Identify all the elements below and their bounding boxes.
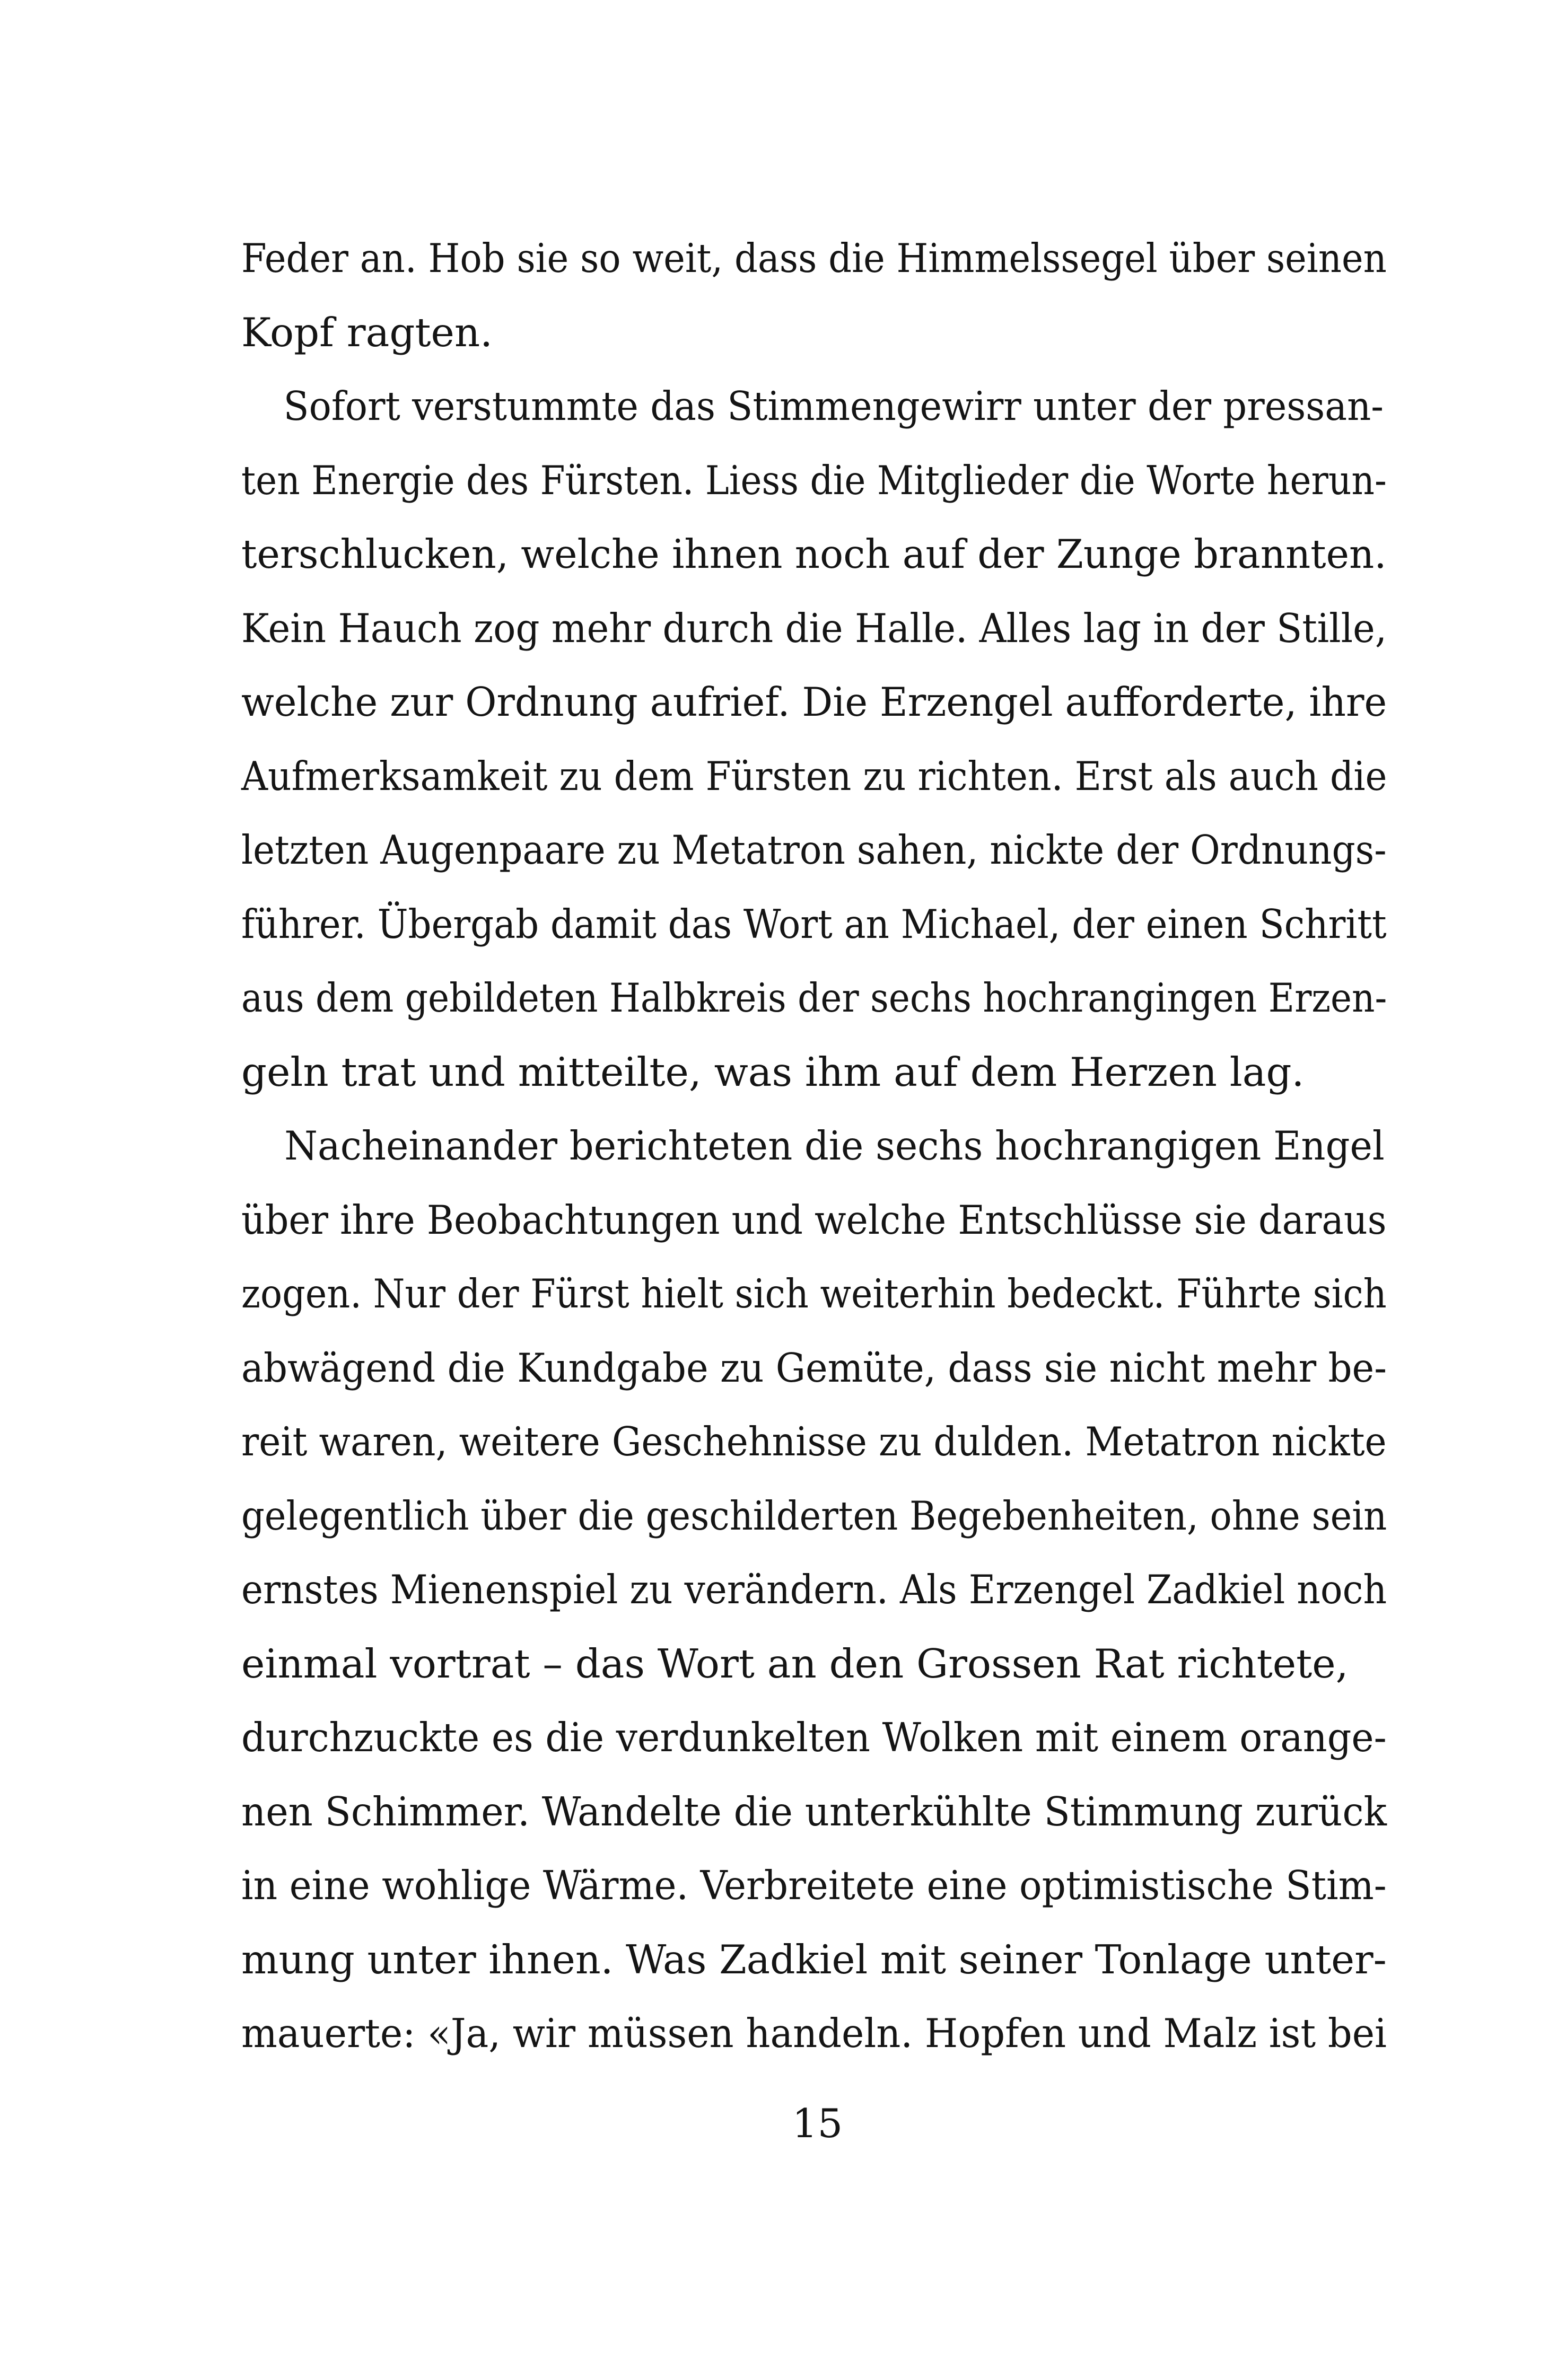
text-line: Feder an. Hob sie so weit, dass die Himmelssegel über seinen: [241, 235, 1387, 282]
text-line: ten Energie des Fürsten. Liess die Mitglieder die Worte herun-: [241, 456, 1387, 504]
text-line: gelegentlich über die geschilderten Begebenheiten, ohne sein: [241, 1492, 1387, 1539]
text-line: letzten Augenpaare zu Metatron sahen, nickte der Ordnungs-: [241, 827, 1387, 873]
text-line: abwägend die Kundgabe zu Gemüte, dass sie nicht mehr be-: [241, 1344, 1387, 1391]
paragraph-start-line: Nacheinander berichteten die sechs hochrangigen Engel: [284, 1122, 1385, 1169]
text-line: über ihre Beobachtungen und welche Entschlüsse sie daraus: [241, 1196, 1387, 1243]
text-line: mauerte: «Ja, wir müssen handeln. Hopfen und Malz ist bei: [241, 2010, 1387, 2057]
text-line: aus dem gebildeten Halbkreis der sechs hochrangingen Erzen-: [241, 974, 1387, 1021]
body-text: [241, 222, 1387, 2071]
text-line: mung unter ihnen. Was Zadkiel mit seiner Tonlage unter-: [241, 1936, 1387, 1983]
text-line: Aufmerksamkeit zu dem Fürsten zu richten. Erst als auch die: [241, 752, 1387, 800]
paragraph-start-line: Sofort verstummte das Stimmengewirr unter der pressan-: [283, 383, 1384, 429]
page-number: 15: [792, 2100, 843, 2147]
text-line: geln trat und mitteilte, was ihm auf dem Herzen lag.: [241, 1048, 1305, 1095]
text-line: durchzuckte es die verdunkelten Wolken mit einem orange-: [241, 1714, 1387, 1761]
text-line: reit waren, weitere Geschehnisse zu dulden. Metatron nickte: [241, 1418, 1387, 1465]
text-line: in eine wohlige Wärme. Verbreitete eine optimistische Stim-: [241, 1862, 1387, 1909]
text-line: nen Schimmer. Wandelte die unterkühlte Stimmung zurück: [241, 1788, 1387, 1835]
text-line: terschlucken, welche ihnen noch auf der Zunge brannten.: [241, 531, 1387, 577]
text-line: welche zur Ordnung aufrief. Die Erzengel aufforderte, ihre: [241, 679, 1387, 725]
text-line: führer. Übergab damit das Wort an Michael, der einen Schritt: [241, 900, 1387, 947]
text-line: Kein Hauch zog mehr durch die Halle. Alles lag in der Stille,: [241, 604, 1387, 652]
text-line: zogen. Nur der Fürst hielt sich weiterhin bedeckt. Führte sich: [241, 1270, 1387, 1317]
text-line: einmal vortrat – das Wort an den Grossen Rat richtete,: [241, 1640, 1349, 1687]
text-line: Kopf ragten.: [241, 309, 493, 356]
text-line: ernstes Mienenspiel zu verändern. Als Erzengel Zadkiel noch: [241, 1566, 1387, 1613]
